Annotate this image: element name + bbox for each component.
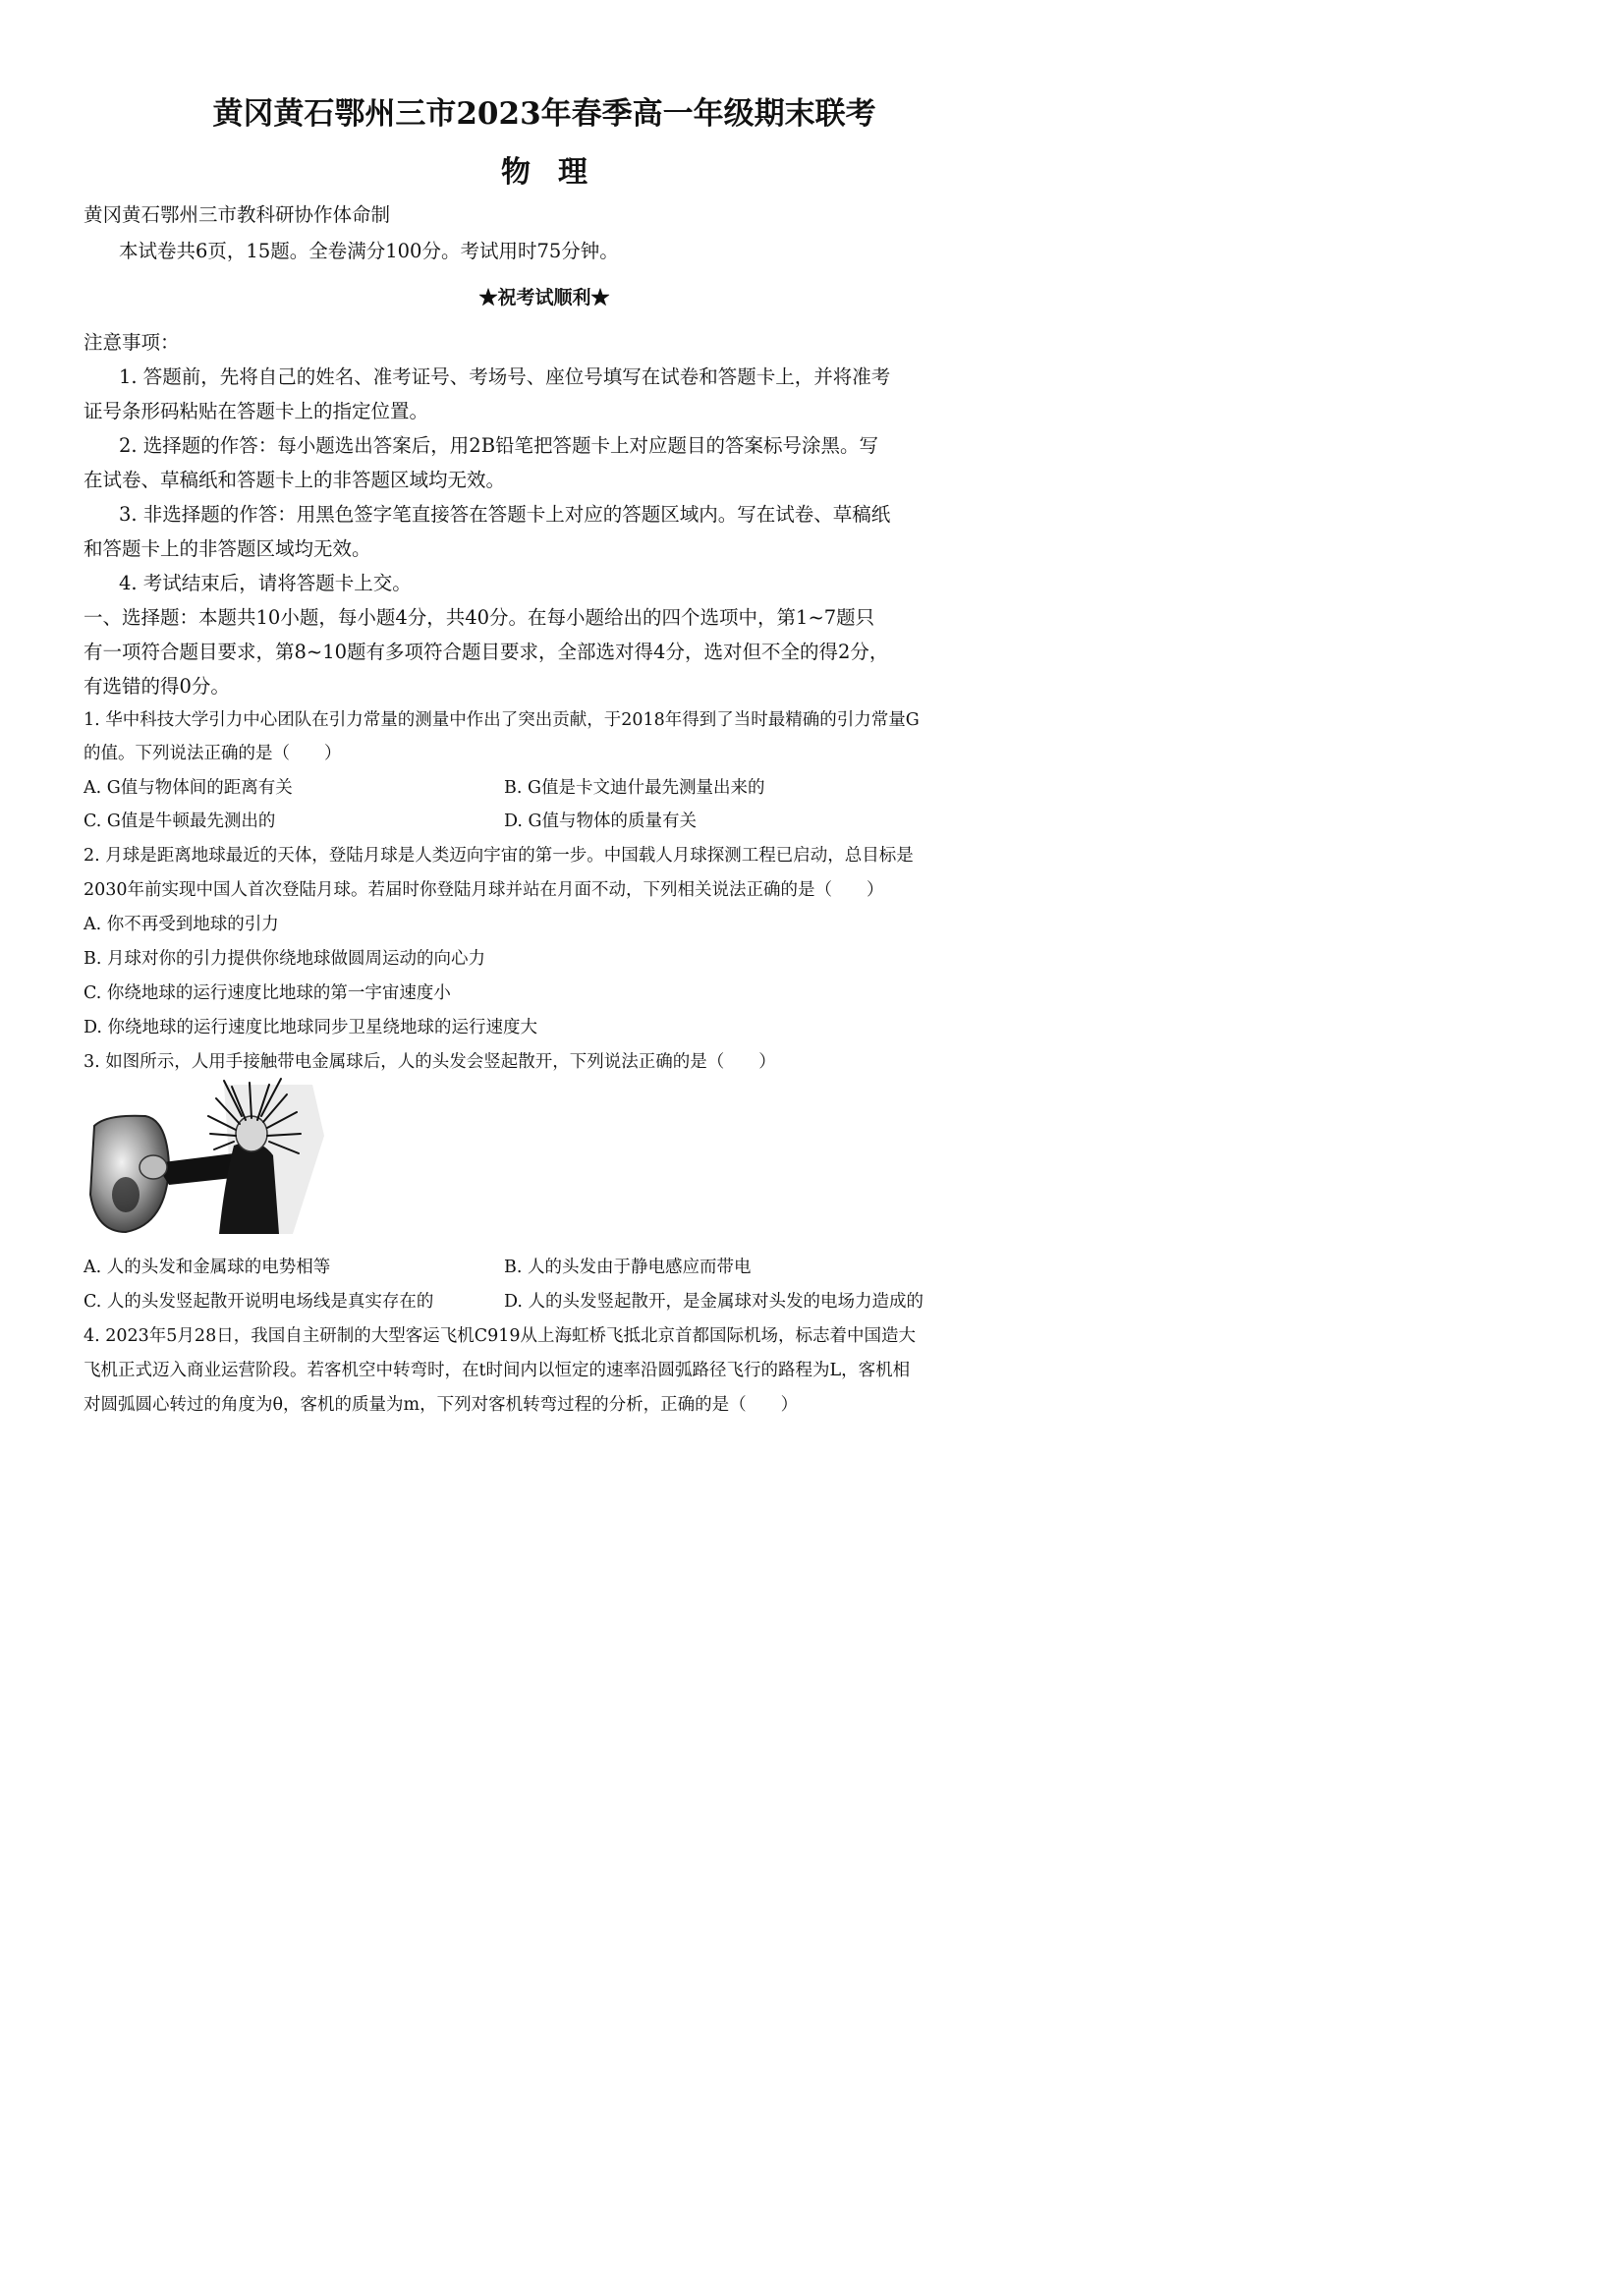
- exam-page: [0, 0, 1089, 1540]
- question-1-option-a: A. G值与物体间的距离有关: [84, 778, 293, 798]
- question-4-stem-line-2: 飞机正式迈入商业运营阶段。若客机空中转弯时，在t时间内以恒定的速率沿圆弧路径飞行的路程为L，客机相: [84, 1361, 911, 1380]
- note-2-line-1: 2. 选择题的作答：每小题选出答案后，用2B铅笔把答题卡上对应题目的答案标号涂黑。写: [119, 434, 879, 457]
- question-2-option-b: B. 月球对你的引力提供你绕地球做圆周运动的向心力: [84, 949, 485, 969]
- section-1-line-1: 一、选择题：本题共10小题，每小题4分，共40分。在每小题给出的四个选项中，第1~7题只: [84, 606, 875, 629]
- blessing-line: ★祝考试顺利★: [478, 287, 610, 308]
- question-3-option-a: A. 人的头发和金属球的电势相等: [84, 1258, 331, 1277]
- question-3-option-b: B. 人的头发由于静电感应而带电: [504, 1258, 752, 1277]
- note-2-line-2: 在试卷、草稿纸和答题卡上的非答题区域均无效。: [84, 469, 506, 491]
- question-1-option-b: B. G值是卡文迪什最先测量出来的: [504, 778, 765, 798]
- question-3-option-c: C. 人的头发竖起散开说明电场线是真实存在的: [84, 1292, 434, 1312]
- section-1-line-3: 有选错的得0分。: [84, 675, 230, 698]
- question-2-option-a: A. 你不再受到地球的引力: [84, 915, 279, 934]
- exam-title: 黄冈黄石鄂州三市2023年春季高一年级期末联考: [212, 96, 876, 132]
- note-4-line-1: 4. 考试结束后，请将答题卡上交。: [119, 572, 412, 594]
- issuer-line: 黄冈黄石鄂州三市教科研协作体命制: [84, 203, 391, 226]
- question-4-stem-line-1: 4. 2023年5月28日，我国自主研制的大型客运飞机C919从上海虹桥飞抵北京首都国际机场，标志着中国造大: [84, 1326, 916, 1346]
- note-3-line-1: 3. 非选择题的作答：用黑色签字笔直接答在答题卡上对应的答题区域内。写在试卷、草稿纸: [119, 503, 891, 526]
- static-electricity-photo: [86, 1077, 324, 1234]
- question-1-stem-line-2: 的值。下列说法正确的是（ ）: [84, 744, 342, 763]
- question-2-option-c: C. 你绕地球的运行速度比地球的第一宇宙速度小: [84, 983, 451, 1003]
- note-3-line-2: 和答题卡上的非答题区域均无效。: [84, 537, 371, 560]
- note-1-line-2: 证号条形码粘贴在答题卡上的指定位置。: [84, 400, 429, 422]
- notes-heading: 注意事项：: [84, 331, 180, 354]
- question-2-stem-line-1: 2. 月球是距离地球最近的天体，登陆月球是人类迈向宇宙的第一步。中国载人月球探测工程已启动，总目标是: [84, 846, 914, 866]
- question-1-option-c: C. G值是牛顿最先测出的: [84, 812, 276, 831]
- question-3-option-d: D. 人的头发竖起散开，是金属球对头发的电场力造成的: [504, 1292, 924, 1312]
- question-2-option-d: D. 你绕地球的运行速度比地球同步卫星绕地球的运行速度大: [84, 1018, 538, 1037]
- question-4-stem-line-3: 对圆弧圆心转过的角度为θ，客机的质量为m，下列对客机转弯过程的分析，正确的是（ ）: [84, 1395, 799, 1415]
- question-3-stem-line-1: 3. 如图所示，人用手接触带电金属球后，人的头发会竖起散开，下列说法正确的是（ ）: [84, 1052, 776, 1072]
- subject-title: 物理: [501, 155, 615, 190]
- question-1-stem-line-1: 1. 华中科技大学引力中心团队在引力常量的测量中作出了突出贡献，于2018年得到了当时最精确的引力常量G: [84, 710, 920, 730]
- question-1-option-d: D. G值与物体的质量有关: [504, 812, 698, 831]
- question-2-stem-line-2: 2030年前实现中国人首次登陆月球。若届时你登陆月球并站在月面不动，下列相关说法正确的是（ ）: [84, 880, 884, 900]
- section-1-line-2: 有一项符合题目要求，第8~10题有多项符合题目要求，全部选对得4分，选对但不全的得2分，: [84, 641, 889, 663]
- static-electricity-illustration: [86, 1077, 324, 1234]
- exam-info-line: 本试卷共6页，15题。全卷满分100分。考试用时75分钟。: [119, 240, 619, 262]
- note-1-line-1: 1. 答题前，先将自己的姓名、准考证号、考场号、座位号填写在试卷和答题卡上，并将准考: [119, 365, 891, 388]
